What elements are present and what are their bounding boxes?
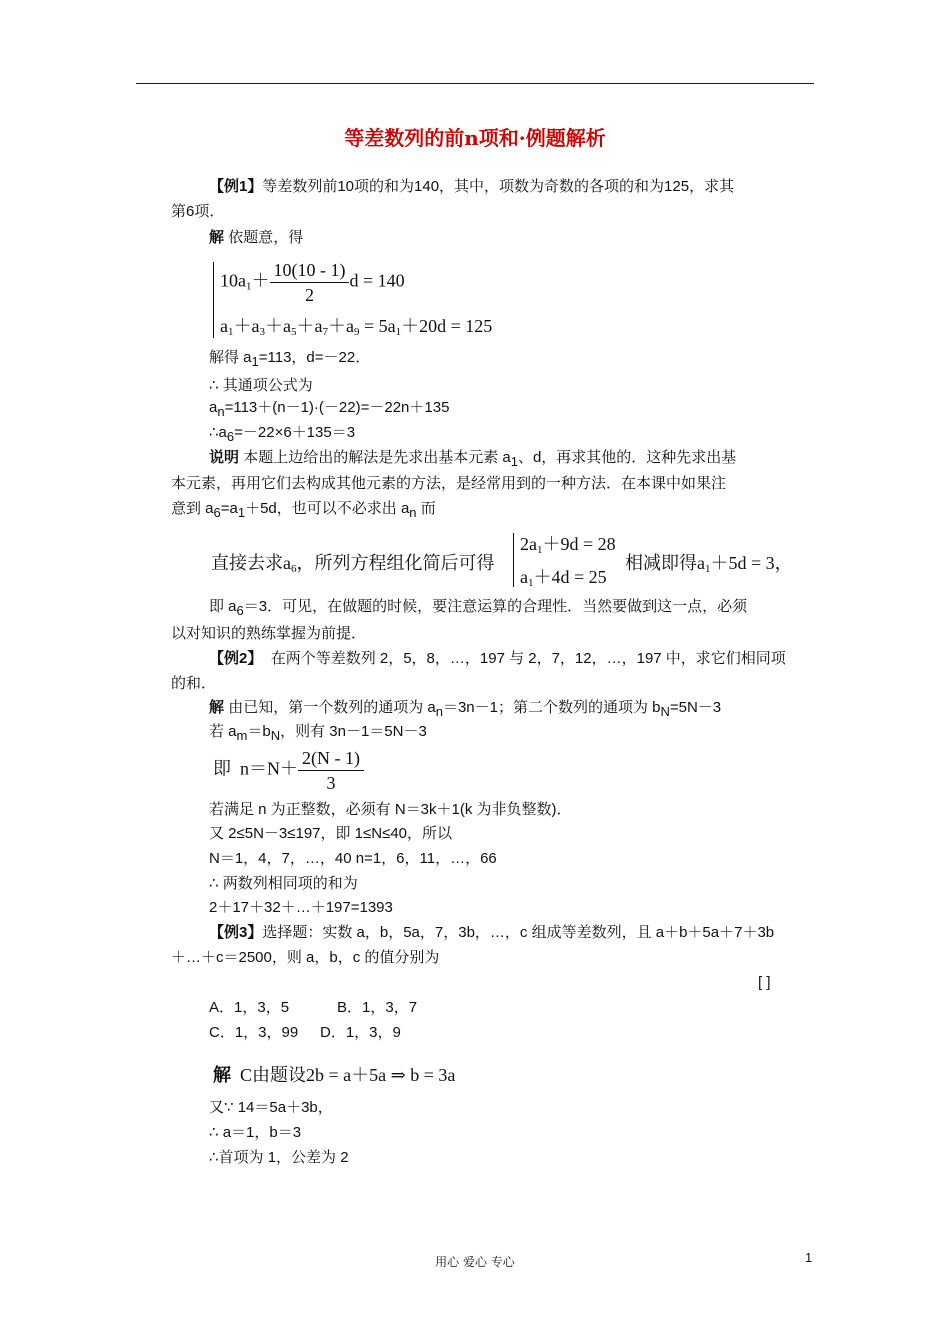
note-line-2: 本元素，再用它们去构成其他元素的方法，是经常用到的一种方法．在本课中如果注 [171, 475, 727, 492]
equation-row-1: $10a_1+$ $\frac{10(10 - 1)}{2}$ d = 140 [220, 260, 405, 305]
ex1-step-1: 解得 a1=113，d=－22． [209, 349, 371, 369]
note-line-3: 意到 a6=a1＋5d，也可以不必求出 an 而 [171, 500, 436, 520]
system-brace [513, 533, 514, 587]
ex2-step-2: 若 am＝bN，则有 3n－1＝5N－3 [209, 723, 427, 743]
ex3-step-4: ∴首项为 1，公差为 2 [209, 1149, 349, 1166]
ex1-step-2: ∴ 其通项公式为 [209, 377, 313, 394]
header-rule [136, 83, 814, 84]
ex2-step-6: N＝1，4，7，…，40 n=1，6，11，…，66 [209, 850, 497, 867]
fraction: $\frac{2(N - 1)}{3}$ [298, 746, 364, 795]
option-a: A．1，3，5 [209, 999, 290, 1016]
option-b: B．1，3，7 [337, 999, 418, 1016]
fraction: $\frac{10(10 - 1)}{2}$ [270, 258, 350, 307]
ex1-step-3: an=113＋(n－1)·(－22)=－22n＋135 [209, 399, 450, 419]
ex3-step-2: 又∵ 14＝5a＋3b， [209, 1099, 333, 1116]
page-number: 1 [805, 1250, 813, 1265]
direct-equation-text: 直接去求$a_6$，所列方程组化简后可得 [211, 553, 495, 575]
ex2-fraction-equation: 即 n＝N＋ $\frac{2(N - 1)}{3}$ [213, 746, 364, 795]
ex2-step-8: 2＋17＋32＋…＋197=1393 [209, 899, 393, 916]
ex2-step-1: 解 由已知，第一个数列的通项为 an＝3n－1；第二个数列的通项为 bN=5N－3 [209, 699, 722, 719]
system-row-2: $a_1+4d = 25$ [520, 567, 607, 589]
ex2-line-2: 的和． [171, 675, 217, 692]
subtract-result: 相减即得$a_1+5d = 3$， [625, 553, 793, 575]
page-title: 等差数列的前n项和·例题解析 [344, 126, 606, 150]
ex3-line-1: 【例3】选择题：实数 a，b，5a，7，3b，…，c 组成等差数列，且 a＋b＋5a＋7＋3b [209, 924, 775, 941]
ex2-step-4: 若满足 n 为正整数，必须有 N＝3k＋1(k 为非负整数)． [209, 801, 572, 818]
conclusion-line-2: 以对知识的熟练掌握为前提． [171, 625, 367, 642]
ex2-step-7: ∴ 两数列相同项的和为 [209, 875, 358, 892]
ex1-line-2: 第6项． [171, 203, 225, 220]
system-row-1: $2a_1+9d = 28$ [520, 534, 616, 556]
answer-bracket: [ ] [758, 974, 771, 991]
ex1-line-1: 【例1】等差数列前10项的和为140，其中，项数为奇数的各项的和为125，求其 [209, 178, 735, 195]
ex3-solution-1: 解 C由题设2b = a＋5a ⇒ b = 3a [213, 1065, 456, 1085]
ex3-step-3: ∴ a＝1，b＝3 [209, 1124, 302, 1141]
ex2-line-1: 【例2】 在两个等差数列 2，5，8，…，197 与 2，7，12，…，197 中，求它们相同项 [209, 650, 786, 667]
note-line-1: 说明 本题上边给出的解法是先求出基本元素 a1、d，再求其他的．这种先求出基 [209, 449, 737, 469]
equation-brace [213, 262, 214, 338]
ex1-solution-intro: 解 依题意，得 [209, 229, 304, 246]
option-d: D．1，3，9 [320, 1024, 401, 1041]
ex1-step-4: ∴a6=－22×6＋135＝3 [209, 424, 356, 444]
ex3-line-2: ＋…＋c＝2500，则 a，b，c 的值分别为 [171, 949, 440, 966]
conclusion-line-1: 即 a6＝3．可见，在做题的时候，要注意运算的合理性．当然要做到这一点，必须 [209, 598, 748, 618]
page-footer: 用心 爱心 专心 [435, 1255, 515, 1269]
option-c: C．1，3，99 [209, 1024, 299, 1041]
equation-row-2: $a_1+a_3+a_5+a_7+a_9 = 5a_1+20d = 125$ [220, 316, 493, 338]
ex2-step-5: 又 2≤5N－3≤197，即 1≤N≤40，所以 [209, 825, 453, 842]
